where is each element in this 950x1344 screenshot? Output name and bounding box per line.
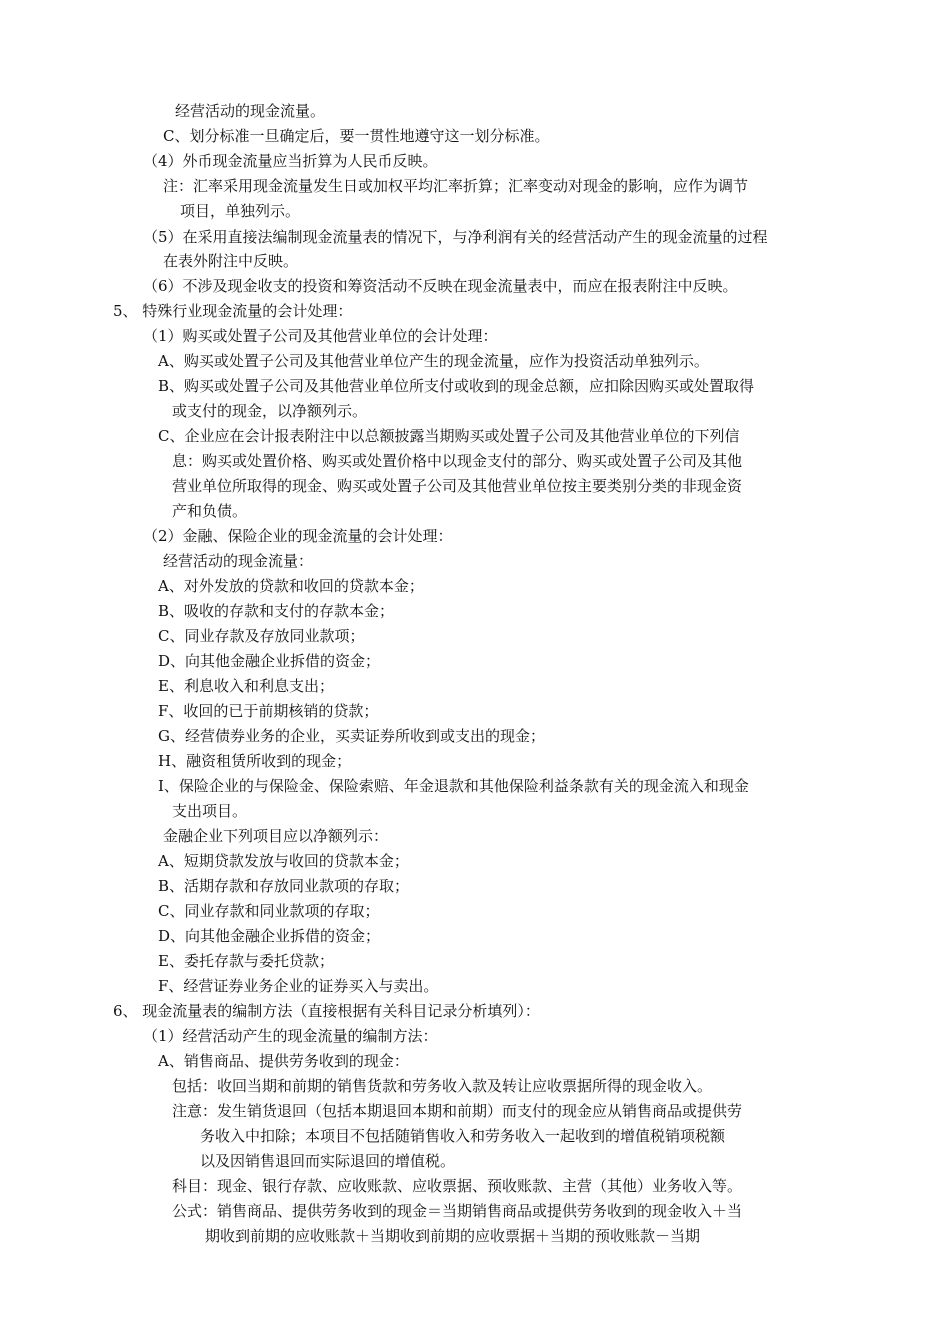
text-line: E、委托存款与委托贷款；	[158, 952, 334, 970]
text-line: 科目：现金、银行存款、应收账款、应收票据、预收账款、主营（其他）业务收入等。	[172, 1177, 743, 1195]
text-line: 注意：发生销货退回（包括本期退回本期和前期）而支付的现金应从销售商品或提供劳	[172, 1102, 743, 1120]
text-line: 金融企业下列项目应以净额列示：	[163, 827, 389, 845]
text-line: D、向其他金融企业拆借的资金；	[158, 927, 381, 945]
section-heading: 6、 现金流量表的编制方法（直接根据有关科目记录分析填列）：	[113, 1002, 540, 1020]
text-line: A、短期贷款发放与收回的贷款本金；	[158, 852, 409, 870]
text-line: 产和负债。	[172, 502, 248, 520]
text-line: F、收回的已于前期核销的贷款；	[158, 702, 379, 720]
text-line: A、销售商品、提供劳务收到的现金：	[158, 1052, 409, 1070]
text-line: 期收到前期的应收账款＋当期收到前期的应收票据＋当期的预收账款－当期	[205, 1227, 701, 1245]
text-line: 公式：销售商品、提供劳务收到的现金＝当期销售商品或提供劳务收到的现金收入＋当	[172, 1202, 743, 1220]
text-line: 项目，单独列示。	[180, 202, 301, 220]
text-line: （2）金融、保险企业的现金流量的会计处理：	[143, 527, 453, 545]
text-line: D、向其他金融企业拆借的资金；	[158, 652, 381, 670]
text-line: A、购买或处置子公司及其他营业单位产生的现金流量，应作为投资活动单独列示。	[158, 352, 709, 370]
text-line: G、经营债券业务的企业，买卖证券所收到或支出的现金；	[158, 727, 545, 745]
text-line: 包括：收回当期和前期的销售货款和劳务收入款及转让应收票据所得的现金收入。	[172, 1077, 713, 1095]
text-line: 注：汇率采用现金流量发生日或加权平均汇率折算；汇率变动对现金的影响，应作为调节	[163, 177, 749, 195]
text-line: （1）经营活动产生的现金流量的编制方法：	[143, 1027, 438, 1045]
text-line: C、划分标准一旦确定后，要一贯性地遵守这一划分标准。	[163, 127, 550, 145]
text-line: H、融资租赁所收到的现金；	[158, 752, 352, 770]
text-line: （1）购买或处置子公司及其他营业单位的会计处理：	[143, 327, 498, 345]
text-line: B、活期存款和存放同业款项的存取；	[158, 877, 410, 895]
text-line: 在表外附注中反映。	[163, 252, 299, 270]
text-line: B、购买或处置子公司及其他营业单位所支付或收到的现金总额，应扣除因购买或处置取得	[158, 377, 755, 395]
text-line: E、利息收入和利息支出；	[158, 677, 334, 695]
text-line: B、吸收的存款和支付的存款本金；	[158, 602, 395, 620]
text-line: I、保险企业的与保险金、保险索赔、年金退款和其他保险利益条款有关的现金流入和现金	[158, 777, 749, 795]
text-line: 息：购买或处置价格、购买或处置价格中以现金支付的部分、购买或处置子公司及其他	[172, 452, 743, 470]
text-line: 或支付的现金，以净额列示。	[172, 402, 368, 420]
text-line: （5）在采用直接法编制现金流量表的情况下，与净利润有关的经营活动产生的现金流量的过程	[143, 228, 768, 246]
text-line: F、经营证券业务企业的证券买入与卖出。	[158, 977, 439, 995]
text-line: C、同业存款及存放同业款项；	[158, 627, 365, 645]
text-line: C、同业存款和同业款项的存取；	[158, 902, 380, 920]
text-line: 经营活动的现金流量：	[163, 552, 314, 570]
text-line: （6）不涉及现金收支的投资和筹资活动不反映在现金流量表中，而应在报表附注中反映。	[143, 277, 738, 295]
text-line: A、对外发放的贷款和收回的贷款本金；	[158, 577, 424, 595]
text-line: C、企业应在会计报表附注中以总额披露当期购买或处置子公司及其他营业单位的下列信	[158, 427, 740, 445]
text-line: 经营活动的现金流量。	[175, 102, 326, 120]
text-line: （4）外币现金流量应当折算为人民币反映。	[143, 152, 438, 170]
text-line: 务收入中扣除；本项目不包括随销售收入和劳务收入一起收到的增值税销项税额	[200, 1127, 726, 1145]
section-heading: 5、 特殊行业现金流量的会计处理：	[113, 302, 353, 320]
text-line: 营业单位所取得的现金、购买或处置子公司及其他营业单位按主要类别分类的非现金资	[172, 477, 743, 495]
text-line: 支出项目。	[172, 802, 248, 820]
text-line: 以及因销售退回而实际退回的增值税。	[200, 1152, 456, 1170]
